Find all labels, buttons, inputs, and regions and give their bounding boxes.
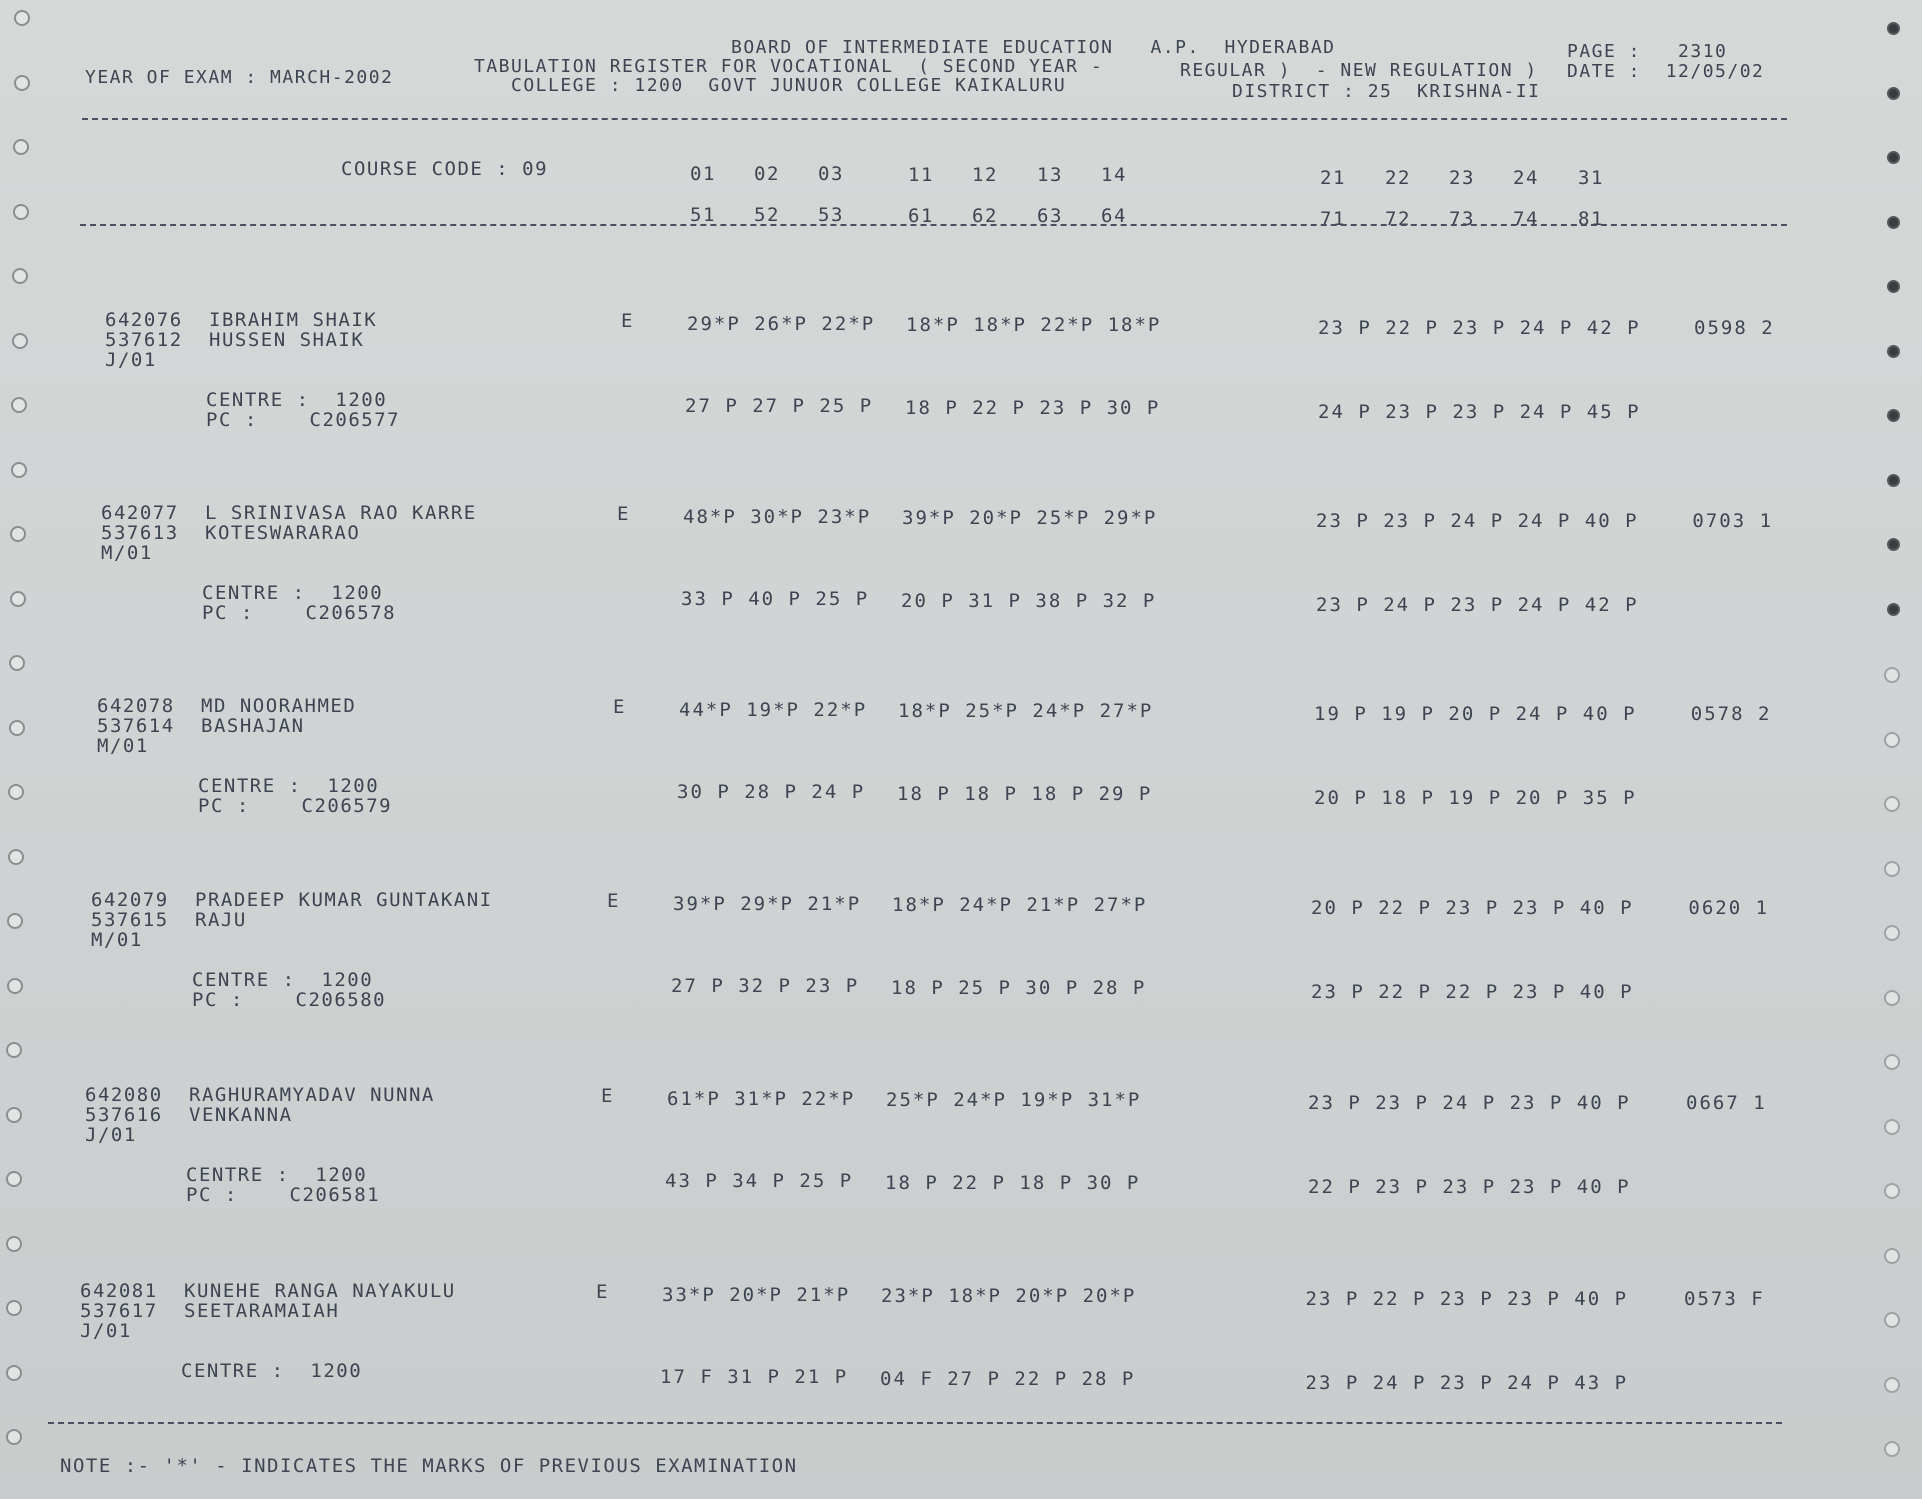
column-code: 31 <box>1578 167 1604 189</box>
category-code: M/01 <box>97 735 149 757</box>
marks-second-year-c: 22 P 23 P 23 P 23 P 40 P <box>1308 1176 1631 1198</box>
perforation-hole <box>11 462 27 478</box>
perforation-hole <box>8 784 24 800</box>
perforation-hole <box>7 978 23 994</box>
grand-total-result: 0667 1 <box>1686 1092 1767 1114</box>
perforation-hole <box>1884 796 1900 812</box>
college-line: COLLEGE : 1200 GOVT JUNUOR COLLEGE KAIKALURU <box>511 75 1067 96</box>
medium-code: E <box>596 1281 609 1303</box>
student-name: IBRAHIM SHAIK <box>209 309 378 331</box>
perforation-hole <box>7 913 23 929</box>
marks-second-year-b: 04 F 27 P 22 P 28 P <box>880 1368 1136 1390</box>
perforation-hole <box>9 720 25 736</box>
column-code: 14 <box>1101 164 1127 186</box>
hall-ticket-number: 642078 <box>97 695 175 717</box>
column-code: 64 <box>1101 205 1127 227</box>
marks-first-year-b: 18*P 24*P 21*P 27*P <box>892 894 1148 916</box>
perforation-hole <box>12 268 28 284</box>
registration-number: 537613 <box>101 522 179 544</box>
exam-centre: CENTRE : 1200 <box>198 775 380 797</box>
marks-first-year-a: 29*P 26*P 22*P <box>687 313 876 335</box>
perforation-hole <box>1884 1119 1900 1135</box>
perforation-hole <box>1887 409 1900 422</box>
marks-first-year-a: 44*P 19*P 22*P <box>679 699 868 721</box>
photo-code: PC : C206578 <box>202 602 397 624</box>
marks-first-year-c: 23 P 22 P 23 P 24 P 42 P <box>1318 317 1641 339</box>
marks-second-year-b: 18 P 18 P 18 P 29 P <box>897 783 1153 805</box>
perforation-hole <box>13 204 29 220</box>
student-name: L SRINIVASA RAO KARRE <box>205 502 477 524</box>
column-code: 52 <box>754 204 780 226</box>
perforation-hole <box>1887 603 1900 616</box>
student-name: RAGHURAMYADAV NUNNA <box>189 1084 435 1106</box>
marks-first-year-a: 61*P 31*P 22*P <box>667 1088 856 1110</box>
marks-second-year-b: 20 P 31 P 38 P 32 P <box>901 590 1157 612</box>
marks-first-year-c: 23 P 22 P 23 P 23 P 40 P <box>1305 1288 1629 1310</box>
column-code: 51 <box>690 204 716 226</box>
perforation-hole <box>1887 216 1900 229</box>
perforation-hole <box>14 75 30 91</box>
column-code: 03 <box>818 163 844 185</box>
father-name: SEETARAMAIAH <box>184 1300 340 1322</box>
perforation-hole <box>6 1365 22 1381</box>
district-line: DISTRICT : 25 KRISHNA-II <box>1232 81 1541 102</box>
registration-number: 537617 <box>80 1300 158 1322</box>
marks-second-year-b: 18 P 22 P 23 P 30 P <box>905 397 1161 419</box>
perforation-hole <box>12 333 28 349</box>
photo-code: PC : C206579 <box>198 795 393 817</box>
registration-number: 537614 <box>97 715 175 737</box>
marks-first-year-a: 48*P 30*P 23*P <box>683 506 872 528</box>
perforation-hole <box>6 1429 22 1445</box>
column-code: 73 <box>1449 208 1475 230</box>
perforation-hole <box>1884 1054 1900 1070</box>
perforation-hole <box>1887 22 1900 35</box>
father-name: HUSSEN SHAIK <box>209 329 365 351</box>
exam-centre: CENTRE : 1200 <box>192 969 374 991</box>
perforation-hole <box>10 591 26 607</box>
marks-second-year-c: 23 P 24 P 23 P 24 P 43 P <box>1305 1372 1629 1394</box>
perforation-hole <box>1884 732 1900 748</box>
perforation-hole <box>11 397 27 413</box>
column-code: 63 <box>1037 205 1063 227</box>
perforation-hole <box>8 849 24 865</box>
perforation-hole <box>1884 1248 1900 1264</box>
photo-code: PC : C206581 <box>186 1184 381 1206</box>
marks-first-year-a: 39*P 29*P 21*P <box>673 893 862 915</box>
student-name: PRADEEP KUMAR GUNTAKANI <box>195 889 493 911</box>
column-code: 11 <box>908 164 934 186</box>
column-code: 62 <box>972 205 998 227</box>
marks-first-year-a: 33*P 20*P 21*P <box>662 1284 851 1306</box>
perforation-hole <box>6 1042 22 1058</box>
perforation-hole <box>1884 667 1900 683</box>
category-code: J/01 <box>80 1320 132 1342</box>
column-code: 22 <box>1385 167 1411 189</box>
column-code: 53 <box>818 204 844 226</box>
marks-second-year-c: 23 P 24 P 23 P 24 P 42 P <box>1316 594 1639 616</box>
marks-first-year-b: 39*P 20*P 25*P 29*P <box>902 507 1158 529</box>
category-code: J/01 <box>105 349 157 371</box>
column-code: 02 <box>754 163 780 185</box>
header-divider <box>82 118 1787 120</box>
perforation-hole <box>6 1171 22 1187</box>
column-code: 13 <box>1037 164 1063 186</box>
exam-centre: CENTRE : 1200 <box>206 389 388 411</box>
marks-second-year-c: 24 P 23 P 23 P 24 P 45 P <box>1318 401 1641 423</box>
medium-code: E <box>617 503 630 525</box>
medium-code: E <box>621 310 634 332</box>
hall-ticket-number: 642079 <box>91 889 169 911</box>
column-code: 74 <box>1513 208 1539 230</box>
perforation-hole <box>6 1300 22 1316</box>
perforation-hole <box>1884 861 1900 877</box>
column-code: 61 <box>908 205 934 227</box>
marks-first-year-b: 18*P 25*P 24*P 27*P <box>898 700 1154 722</box>
exam-centre: CENTRE : 1200 <box>181 1360 363 1382</box>
father-name: VENKANNA <box>189 1104 293 1126</box>
exam-centre: CENTRE : 1200 <box>202 582 384 604</box>
father-name: KOTESWARARAO <box>205 522 361 544</box>
marks-second-year-a: 17 F 31 P 21 P <box>660 1366 849 1388</box>
marks-second-year-a: 27 P 27 P 25 P <box>685 395 874 417</box>
perforation-hole <box>1884 1441 1900 1457</box>
perforation-hole <box>1884 990 1900 1006</box>
marks-second-year-a: 27 P 32 P 23 P <box>671 975 860 997</box>
medium-code: E <box>607 890 620 912</box>
photo-code: PC : C206580 <box>192 989 387 1011</box>
father-name: BASHAJAN <box>201 715 305 737</box>
perforation-hole <box>1884 1377 1900 1393</box>
marks-first-year-c: 23 P 23 P 24 P 24 P 40 P <box>1316 510 1639 532</box>
column-code: 81 <box>1578 208 1604 230</box>
perforation-hole <box>1884 925 1900 941</box>
marks-first-year-c: 19 P 19 P 20 P 24 P 40 P <box>1314 703 1637 725</box>
year-of-exam: YEAR OF EXAM : MARCH-2002 <box>85 67 394 88</box>
column-code: 01 <box>690 163 716 185</box>
footnote: NOTE :- '*' - INDICATES THE MARKS OF PREVIOUS EXAMINATION <box>60 1455 798 1477</box>
perforation-hole <box>1884 1183 1900 1199</box>
grand-total-result: 0573 F <box>1684 1288 1765 1310</box>
page-number: PAGE : 2310 <box>1567 41 1728 62</box>
marks-second-year-b: 18 P 22 P 18 P 30 P <box>885 1172 1141 1194</box>
perforation-hole <box>1884 1312 1900 1328</box>
column-code: 24 <box>1513 167 1539 189</box>
print-date: DATE : 12/05/02 <box>1567 61 1765 82</box>
exam-centre: CENTRE : 1200 <box>186 1164 368 1186</box>
category-code: J/01 <box>85 1124 137 1146</box>
grand-total-result: 0598 2 <box>1694 317 1775 339</box>
column-code: 71 <box>1320 208 1346 230</box>
marks-first-year-c: 23 P 23 P 24 P 23 P 40 P <box>1308 1092 1631 1114</box>
board-title: BOARD OF INTERMEDIATE EDUCATION A.P. HYDERABAD <box>731 37 1336 58</box>
marks-first-year-b: 25*P 24*P 19*P 31*P <box>886 1089 1142 1111</box>
marks-second-year-a: 30 P 28 P 24 P <box>677 781 866 803</box>
marks-first-year-b: 23*P 18*P 20*P 20*P <box>881 1285 1137 1307</box>
marks-second-year-a: 43 P 34 P 25 P <box>665 1170 854 1192</box>
medium-code: E <box>601 1085 614 1107</box>
registration-number: 537616 <box>85 1104 163 1126</box>
perforation-hole <box>6 1236 22 1252</box>
grand-total-result: 0703 1 <box>1692 510 1774 532</box>
registration-number: 537612 <box>105 329 183 351</box>
marks-second-year-a: 33 P 40 P 25 P <box>681 588 870 610</box>
photo-code: PC : C206577 <box>206 409 401 431</box>
column-divider <box>80 224 1787 226</box>
hall-ticket-number: 642076 <box>105 309 183 331</box>
student-name: MD NOORAHMED <box>201 695 357 717</box>
perforation-hole <box>13 139 29 155</box>
marks-first-year-c: 20 P 22 P 23 P 23 P 40 P <box>1311 897 1634 919</box>
hall-ticket-number: 642077 <box>101 502 179 524</box>
perforation-hole <box>1887 538 1900 551</box>
footer-divider <box>48 1422 1782 1424</box>
grand-total-result: 0620 1 <box>1688 897 1770 919</box>
hall-ticket-number: 642080 <box>85 1084 163 1106</box>
marks-second-year-c: 23 P 22 P 22 P 23 P 40 P <box>1311 981 1634 1003</box>
category-code: M/01 <box>91 929 143 951</box>
register-title: TABULATION REGISTER FOR VOCATIONAL ( SECOND YEAR - <box>474 56 1104 77</box>
category-code: M/01 <box>101 542 153 564</box>
perforation-hole <box>1887 151 1900 164</box>
course-code: COURSE CODE : 09 <box>341 158 549 180</box>
grand-total-result: 0578 2 <box>1690 703 1772 725</box>
perforation-hole <box>1887 87 1900 100</box>
column-code: 72 <box>1385 208 1411 230</box>
perforation-hole <box>1887 474 1900 487</box>
medium-code: E <box>613 696 626 718</box>
father-name: RAJU <box>195 909 247 931</box>
registration-number: 537615 <box>91 909 169 931</box>
perforation-hole <box>9 655 25 671</box>
perforation-hole <box>6 1107 22 1123</box>
perforation-hole <box>1887 280 1900 293</box>
hall-ticket-number: 642081 <box>80 1280 158 1302</box>
column-code: 23 <box>1449 167 1475 189</box>
perforation-hole <box>10 526 26 542</box>
perforation-hole <box>14 10 30 26</box>
marks-first-year-b: 18*P 18*P 22*P 18*P <box>906 314 1162 336</box>
column-code: 21 <box>1320 167 1346 189</box>
marks-second-year-b: 18 P 25 P 30 P 28 P <box>891 977 1147 999</box>
marks-second-year-c: 20 P 18 P 19 P 20 P 35 P <box>1314 787 1637 809</box>
perforation-hole <box>1887 345 1900 358</box>
student-name: KUNEHE RANGA NAYAKULU <box>184 1280 456 1302</box>
column-code: 12 <box>972 164 998 186</box>
regulation-text: REGULAR ) - NEW REGULATION ) <box>1180 60 1538 81</box>
